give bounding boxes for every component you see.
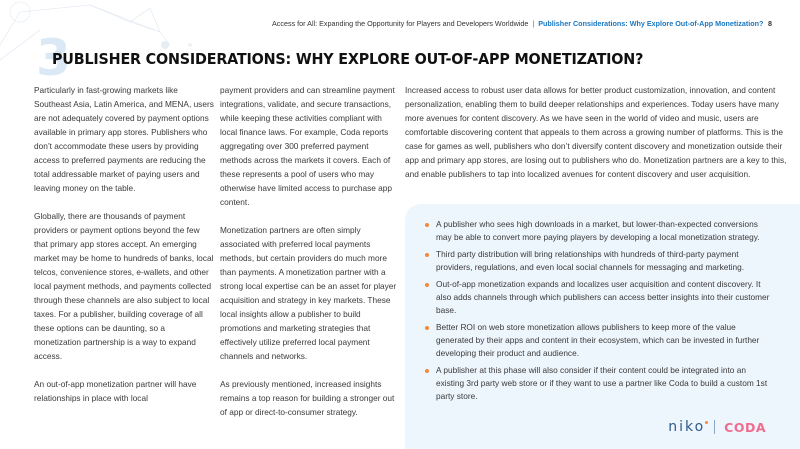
page-title: PUBLISHER CONSIDERATIONS: WHY EXPLORE OUT-OF-APP MONETIZATION? (52, 50, 644, 68)
callout-box (405, 204, 800, 449)
bullet-icon (425, 326, 429, 330)
paragraph: Increased access to robust user data allows for better product customization, innovation, and content personalization, enabling them to build deeper relationships and experiences. Today users have many more avenues for content discovery. As we have seen in the world of video and music, users are comfortable discovering content that appeals to them across a growing number of platforms. This is the case for games as well, publishers who don’t diversify content discovery and monetization outside their app and primary app stores, are losing out to publishers who do. Monetization partners are a key to this, and enable publishers to tap into localized avenues for content discovery and user acquisition. (405, 85, 787, 179)
list-item (425, 218, 770, 244)
paragraph: Monetization partners are often simply associated with preferred local payments methods, but certain providers do much more than payments. A monetization partner with a strong local expertise can be an asset for player acquisition and strategy in key markets. These local insights allow a publisher to build promotions and marketing strategies that effectively utilize preferred local payment channels and networks. (220, 225, 397, 361)
document-title: Access for All: Expanding the Opportunity for Players and Developers Worldwide (272, 19, 529, 28)
section-number: 3 (36, 29, 71, 87)
coda-logo: CODA (724, 419, 766, 435)
bullet-list (425, 218, 770, 407)
current-section-link[interactable]: Publisher Considerations: Why Explore Out-of-App Monetization? (538, 19, 764, 28)
paragraph: An out-of-app monetization partner will have relationships in place with local (34, 379, 197, 403)
list-item (425, 321, 770, 360)
list-item-text: Third party distribution will bring relationships with hundreds of third-party payment providers, regulations, and even local social channels for messaging and marketing. (436, 249, 745, 272)
niko-dot-icon (705, 421, 708, 424)
logo-divider (714, 420, 715, 434)
list-item (425, 278, 770, 317)
page-number: 8 (768, 19, 772, 28)
bullet-icon (425, 283, 429, 287)
list-item (425, 248, 770, 274)
running-header (272, 19, 772, 28)
paragraph: payment providers and can streamline payment integrations, validate, and secure transactions, while keeping these activities compliant with local finance laws. For example, Coda reports aggregating over 300 preferred payment methods across the markets it covers. Each of these represents a pool of users who may otherwise have limited access to purchase app content. (220, 85, 395, 207)
text-column-2 (220, 83, 400, 433)
bullet-icon (425, 253, 429, 257)
niko-logo (668, 419, 705, 435)
niko-logo-text: niko (668, 419, 706, 435)
list-item-text: A publisher at this phase will also consider if their content could be integrated into an existing 3rd party web store or if they want to use a partner like Coda to build a custom 1st party store. (436, 365, 768, 401)
footer-logos (668, 419, 766, 435)
paragraph: Particularly in fast-growing markets like Southeast Asia, Latin America, and MENA, users are not adequately covered by payment options available in primary app stores. Publishers who don’t accommodate these users by providing access to preferred payments are reducing the total addressable market of paying users and leaving money on the table. (34, 85, 214, 193)
text-column-3 (405, 83, 795, 195)
list-item-text: Better ROI on web store monetization allows publishers to keep more of the value generated by their apps and content in their ecosystem, which can be invested in further developing their product and audience. (436, 322, 760, 358)
bullet-icon (425, 369, 429, 373)
list-item-text: A publisher who sees high downloads in a market, but lower-than-expected conversions may be able to convert more paying players by developing a local monetization strategy. (436, 219, 760, 242)
paragraph: Globally, there are thousands of payment providers or payment options beyond the few that primary app stores accept. An emerging market may be home to hundreds of banks, local telcos, convenience stores, e-wallets, and other local payment methods, and payments collected through these channels are also subject to local taxes. For a publisher, building coverage of all these options can be daunting, so a monetization partnership is a way to expand access. (34, 211, 214, 361)
paragraph: As previously mentioned, increased insights remains a top reason for building a stronger out of app or direct-to-consumer strategy. (220, 379, 395, 417)
header-separator: | (532, 19, 535, 28)
bullet-icon (425, 223, 429, 227)
text-column-1 (34, 83, 214, 419)
list-item-text: Out-of-app monetization expands and localizes user acquisition and content discovery. It also adds channels through which publishers can access better insights into their customer base. (436, 279, 770, 315)
list-item (425, 364, 770, 403)
